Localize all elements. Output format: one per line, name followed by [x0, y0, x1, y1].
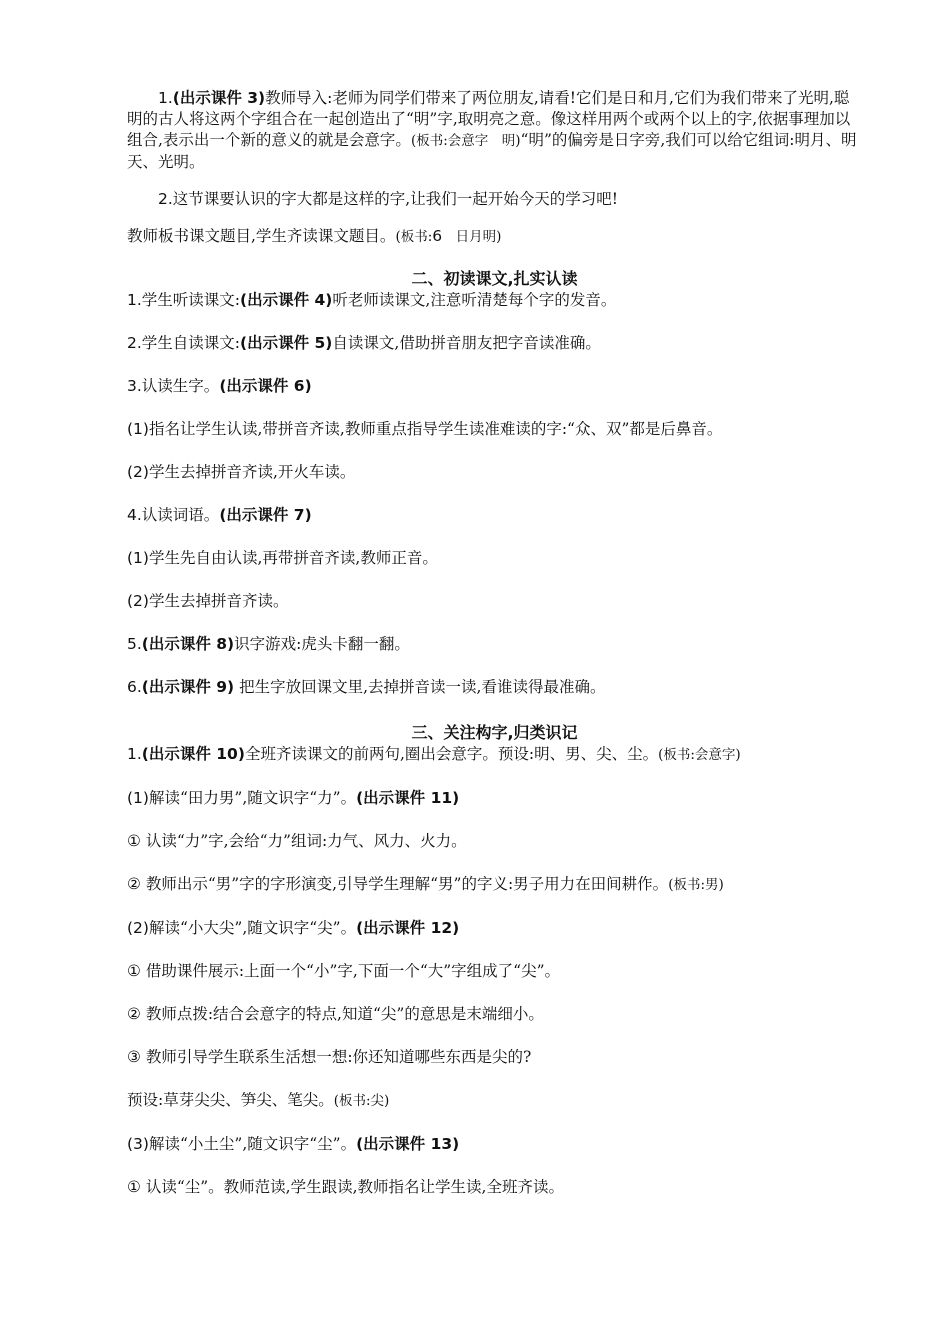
item-number: 5.	[127, 635, 142, 653]
item-text: 学生去掉拼音齐读,开火车读。	[148, 463, 356, 481]
courseware-ref: (出示课件 7)	[219, 506, 312, 524]
board-note: (板书:男)	[668, 877, 724, 893]
item-marker: ①	[127, 832, 141, 850]
item-number: 6.	[127, 678, 142, 696]
section-heading-3: 三、关注构字,归类识记	[411, 723, 578, 742]
list-item	[127, 918, 862, 939]
item-number: (2)	[127, 463, 149, 481]
item-text: 学生先自由认读,再带拼音齐读,教师正音。	[148, 549, 438, 567]
item-text: 认读“尘”。教师范读,学生跟读,教师指名让学生读,全班齐读。	[140, 1178, 564, 1196]
item-text: 听老师读课文,注意听清楚每个字的发音。	[332, 291, 617, 309]
item-number: 3.	[127, 377, 142, 395]
list-item	[127, 505, 862, 526]
list-item	[127, 333, 862, 354]
item-text: 识字游戏:虎头卡翻一翻。	[234, 635, 410, 653]
item-text: 认读词语。	[141, 506, 220, 524]
courseware-ref: (出示课件 12)	[356, 919, 460, 937]
item-number: (2)	[127, 592, 149, 610]
courseware-ref: (出示课件 8)	[141, 635, 235, 653]
item-marker: ③	[127, 1048, 141, 1066]
list-item	[127, 634, 862, 655]
item-number: 2.	[127, 334, 142, 352]
board-note-suffix: 日月明)	[442, 229, 502, 245]
item-marker: ①	[127, 962, 141, 980]
item-number: (2)	[127, 919, 149, 937]
item-marker: ①	[127, 1178, 141, 1196]
courseware-ref: (出示课件 5)	[240, 334, 333, 352]
item-text: 学生自读课文:	[141, 334, 241, 352]
intro-paragraph-3	[127, 226, 862, 248]
list-item	[127, 874, 862, 896]
section-heading-2: 二、初读课文,扎实认读	[411, 269, 578, 288]
list-item	[127, 1004, 862, 1025]
courseware-ref: (出示课件 11)	[356, 789, 460, 807]
courseware-ref: (出示课件 10)	[141, 745, 245, 763]
paragraph-text: 这节课要认识的字大都是这样的字,让我们一起开始今天的学习吧!	[172, 190, 618, 208]
item-number: (1)	[127, 789, 149, 807]
item-text: 教师点拨:结合会意字的特点,知道“尖”的意思是末端细小。	[140, 1005, 544, 1023]
list-item	[127, 290, 862, 311]
intro-paragraph-2	[127, 189, 862, 210]
item-text: 学生听读课文:	[141, 291, 241, 309]
list-item	[127, 462, 862, 483]
item-number: (3)	[127, 1135, 149, 1153]
item-marker: ②	[127, 1005, 141, 1023]
document-page	[127, 88, 862, 1198]
paragraph-text: “明”的偏旁是日字旁,我们可以给它组词:明月、明天、光明。	[127, 131, 857, 171]
list-item	[127, 831, 862, 852]
board-note-prefix: (板书:	[395, 229, 433, 245]
item-text: 借助课件展示:上面一个“小”字,下面一个“大”字组成了“尖”。	[140, 962, 561, 980]
list-item	[127, 1177, 862, 1198]
list-item	[127, 744, 862, 766]
intro-paragraph-1	[127, 88, 862, 173]
list-item	[127, 591, 862, 612]
list-item	[127, 376, 862, 397]
list-item	[127, 1090, 862, 1112]
list-item	[127, 419, 862, 440]
list-item	[127, 1134, 862, 1155]
item-text: 解读“小大尖”,随文识字“尖”。	[148, 919, 357, 937]
item-text: 解读“田力男”,随文识字“力”。	[148, 789, 357, 807]
courseware-ref: (出示课件 13)	[356, 1135, 460, 1153]
list-item	[127, 548, 862, 569]
board-note-number: 6	[432, 227, 443, 245]
item-text: 认读“力”字,会给“力”组词:力气、风力、火力。	[140, 832, 467, 850]
item-text: 教师出示“男”字的字形演变,引导学生理解“男”的字义:男子用力在田间耕作。	[140, 875, 669, 893]
board-note: (板书:会意字)	[658, 747, 741, 763]
courseware-ref: (出示课件 4)	[240, 291, 333, 309]
item-number: 1.	[158, 89, 173, 107]
item-text: 学生去掉拼音齐读。	[148, 592, 289, 610]
paragraph-text: 教师板书课文题目,学生齐读课文题目。	[127, 227, 396, 245]
board-note: (板书:会意字 明)	[410, 133, 521, 149]
item-number: (1)	[127, 420, 149, 438]
item-number: (1)	[127, 549, 149, 567]
paragraph-text: 教师导入:老师为同学们带来了两位朋友,请看!它们是日和月,它们为我们带来了光明,聪明的古人将这两个字组合在一起创造出了“明”字,取明亮之意。像这样用两个或两个以上的字,依据事理加以组合,表示出一个新的意义的就是会意字。	[127, 89, 851, 149]
item-text: 全班齐读课文的前两句,圈出会意字。预设:明、男、尖、尘。	[244, 745, 659, 763]
list-item	[127, 961, 862, 982]
item-number: 4.	[127, 506, 142, 524]
item-number: 1.	[127, 745, 142, 763]
item-number: 2.	[158, 190, 173, 208]
item-text: 教师引导学生联系生活想一想:你还知道哪些东西是尖的?	[140, 1048, 532, 1066]
item-marker: ②	[127, 875, 141, 893]
list-item	[127, 1047, 862, 1068]
item-text: 把生字放回课文里,去掉拼音读一读,看谁读得最准确。	[234, 678, 606, 696]
item-text: 认读生字。	[141, 377, 220, 395]
courseware-ref: (出示课件 6)	[219, 377, 312, 395]
courseware-ref: (出示课件 3)	[172, 89, 266, 107]
board-note: (板书:尖)	[333, 1093, 390, 1109]
courseware-ref: (出示课件 9)	[141, 678, 235, 696]
item-text: 自读课文,借助拼音朋友把字音读准确。	[332, 334, 601, 352]
item-text: 解读“小土尘”,随文识字“尘”。	[148, 1135, 357, 1153]
item-text: 指名让学生认读,带拼音齐读,教师重点指导学生读准难读的字:“众、双”都是后鼻音。	[148, 420, 723, 438]
list-item	[127, 788, 862, 809]
item-number: 1.	[127, 291, 142, 309]
list-item	[127, 677, 862, 698]
item-text: 预设:草芽尖尖、笋尖、笔尖。	[127, 1091, 334, 1109]
